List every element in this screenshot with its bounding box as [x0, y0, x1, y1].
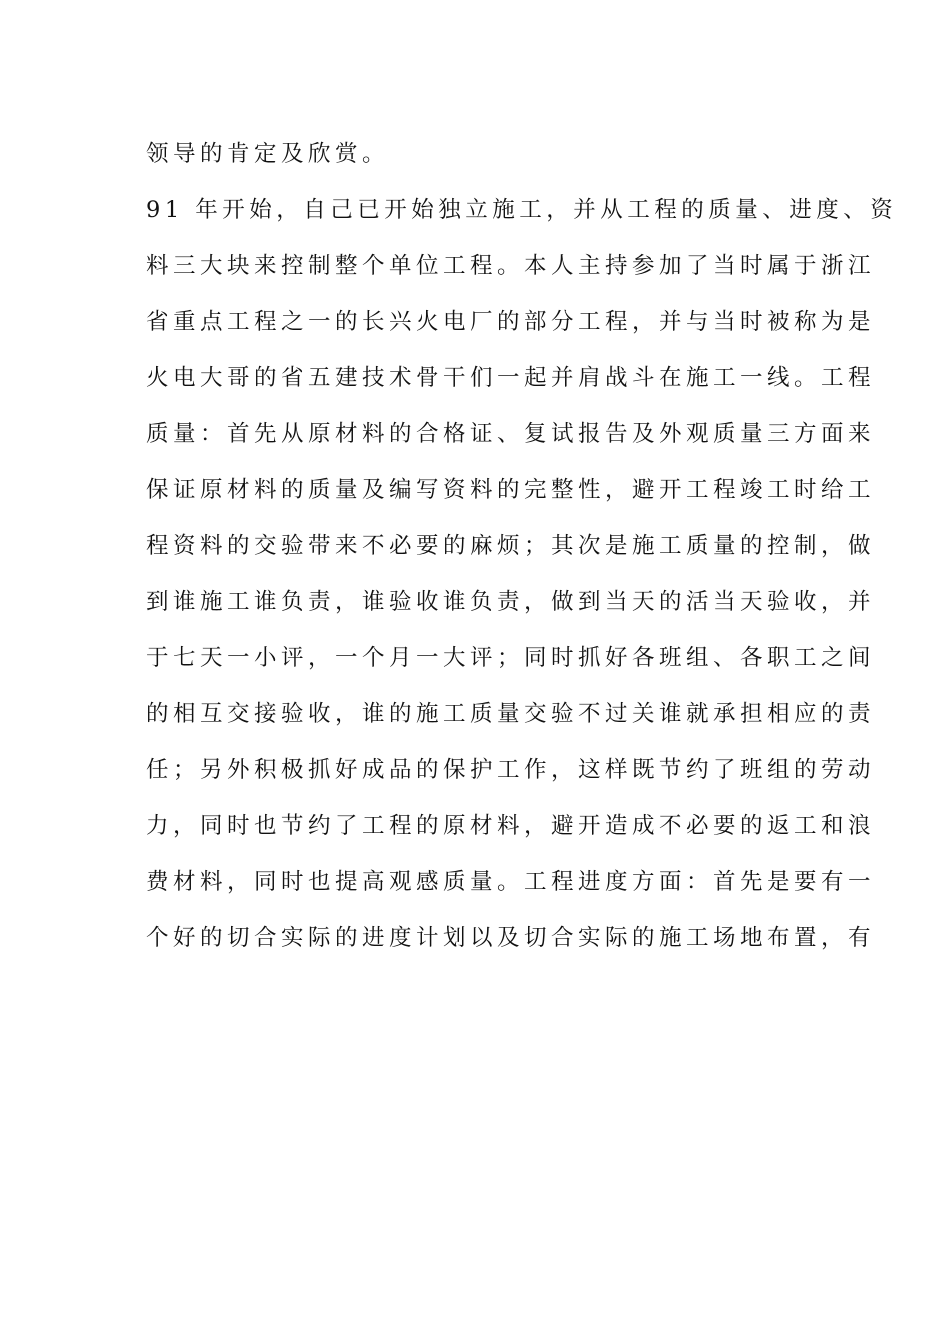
text-line: 质量：首先从原材料的合格证、复试报告及外观质量三方面来	[146, 421, 876, 447]
text-line: 火电大哥的省五建技术骨干们一起并肩战斗在施工一线。工程	[146, 365, 876, 391]
text-line: 力，同时也节约了工程的原材料，避开造成不必要的返工和浪	[146, 813, 876, 839]
text-line: 到谁施工谁负责，谁验收谁负责，做到当天的活当天验收，并	[146, 589, 876, 615]
body-text	[146, 126, 898, 966]
text-line: 个好的切合实际的进度计划以及切合实际的施工场地布置，有	[146, 925, 876, 951]
text-line: 于七天一小评，一个月一大评；同时抓好各班组、各职工之间	[146, 645, 876, 671]
text-line: 的相互交接验收，谁的施工质量交验不过关谁就承担相应的责	[146, 701, 876, 727]
text-line: 程资料的交验带来不必要的麻烦；其次是施工质量的控制，做	[146, 533, 876, 559]
text-line: 省重点工程之一的长兴火电厂的部分工程，并与当时被称为是	[146, 309, 876, 335]
text-line: 91 年开始，自己已开始独立施工，并从工程的质量、进度、资	[146, 197, 898, 223]
text-line: 保证原材料的质量及编写资料的完整性，避开工程竣工时给工	[146, 477, 876, 503]
text-line: 料三大块来控制整个单位工程。本人主持参加了当时属于浙江	[146, 253, 876, 279]
text-line: 费材料，同时也提高观感质量。工程进度方面：首先是要有一	[146, 869, 876, 895]
text-line: 领导的肯定及欣赏。	[146, 141, 390, 167]
text-line: 任；另外积极抓好成品的保护工作，这样既节约了班组的劳动	[146, 757, 876, 783]
